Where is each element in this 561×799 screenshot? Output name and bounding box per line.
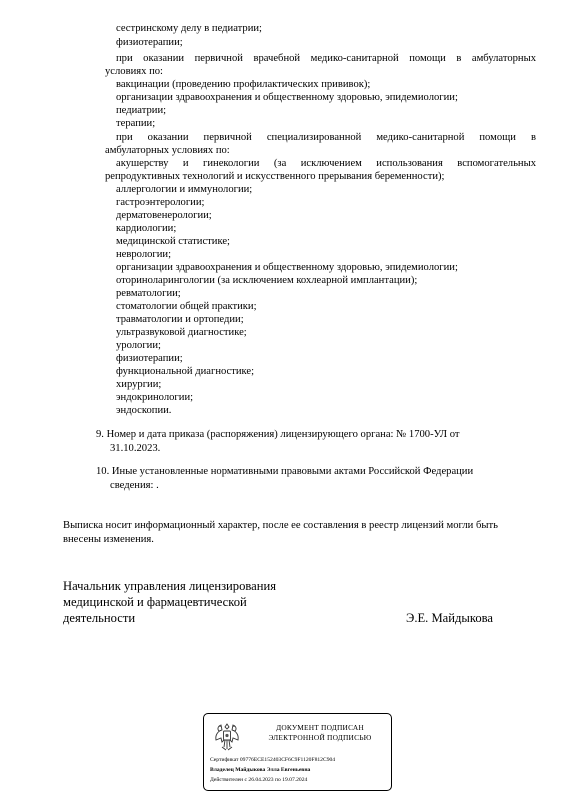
list-item: сестринскому делу в педиатрии;	[116, 23, 262, 34]
paragraph-line: при оказании первичной специализированной медико-санитарной помощи в	[116, 132, 536, 143]
disclaimer-note: Выписка носит информационный характер, после ее составления в реестр лицензий могли быть внесены изменения.	[63, 520, 498, 545]
list-item: стоматологии общей практики;	[116, 301, 257, 312]
stamp-certificate: Сертификат 09776ECE152403CF6C9F1120F812C904	[210, 757, 336, 763]
list-item: организации здравоохранения и общественному здоровью, эпидемиологии;	[116, 262, 458, 273]
paragraph-line: амбулаторных условиях по:	[105, 145, 230, 156]
list-item: кардиологии;	[116, 223, 177, 234]
list-item: ревматологии;	[116, 288, 181, 299]
stamp-owner: Владелец Майдыкова Элла Евгеньевна	[210, 767, 311, 773]
double-headed-eagle-emblem-icon	[212, 720, 242, 754]
list-item: вакцинации (проведению профилактических прививок);	[116, 79, 371, 90]
list-item: педиатрии;	[116, 105, 167, 116]
list-item: гастроэнтерологии;	[116, 197, 205, 208]
item-9-line: 31.10.2023.	[110, 443, 161, 454]
signatory-position: медицинской и фармацевтической	[63, 595, 247, 609]
list-item: хирургии;	[116, 379, 162, 390]
list-item: ультразвуковой диагностике;	[116, 327, 247, 338]
signatory-name: Э.Е. Майдыкова	[406, 611, 493, 625]
item-10-line: сведения: .	[110, 480, 159, 491]
stamp-title: ДОКУМЕНТ ПОДПИСАН ЭЛЕКТРОННОЙ ПОДПИСЬЮ	[268, 723, 372, 742]
paragraph-line: условиях по:	[105, 66, 163, 77]
item-10-line: 10. Иные установленные нормативными правовыми актами Российской Федерации	[96, 466, 474, 477]
list-item: неврологии;	[116, 249, 172, 260]
list-item: аллергологии и иммунологии;	[116, 184, 253, 195]
list-item: физиотерапии;	[116, 353, 183, 364]
list-item: функциональной диагностике;	[116, 366, 255, 377]
list-item: эндокринологии;	[116, 392, 194, 403]
item-9-line: 9. Номер и дата приказа (распоряжения) лицензирующего органа: № 1700-УЛ от	[96, 429, 460, 440]
list-item: эндоскопии.	[116, 405, 172, 416]
list-item: терапии;	[116, 118, 156, 129]
paragraph-line: акушерству и гинекологии (за исключением использования вспомогательных	[116, 158, 536, 169]
list-item: физиотерапии;	[116, 37, 183, 48]
stamp-validity: Действителен с 26.04.2023 по 19.07.2024	[210, 777, 308, 783]
signatory-position: Начальник управления лицензирования	[63, 579, 277, 593]
list-item: оториноларингологии (за исключением кохлеарной имплантации);	[116, 275, 418, 286]
paragraph-line: при оказании первичной врачебной медико-санитарной помощи в амбулаторных	[116, 53, 536, 64]
list-item: дерматовенерологии;	[116, 210, 212, 221]
list-item: травматологии и ортопедии;	[116, 314, 244, 325]
signatory-position: деятельности	[63, 611, 136, 625]
list-item: организации здравоохранения и общественному здоровью, эпидемиологии;	[116, 92, 458, 103]
list-item: урологии;	[116, 340, 161, 351]
electronic-signature-stamp	[203, 713, 392, 791]
paragraph-line: репродуктивных технологий и искусственного прерывания беременности);	[105, 171, 445, 182]
list-item: медицинской статистике;	[116, 236, 230, 247]
